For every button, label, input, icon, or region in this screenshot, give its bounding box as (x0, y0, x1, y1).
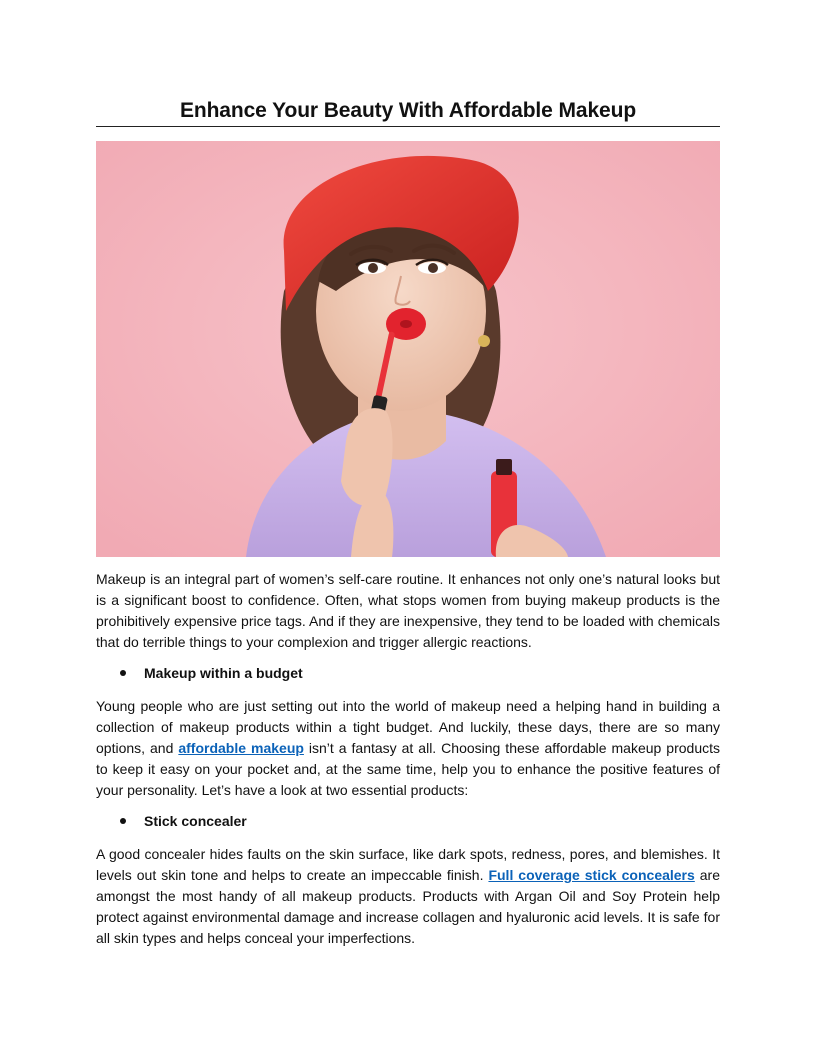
bullet-list-concealer (96, 811, 720, 832)
bullet-dot-icon (120, 670, 126, 676)
paragraph-text: Young people who are just setting out into the world of makeup need a helping hand in building a collection of makeup products within a tight budget. And luckily, these days, there are so many options, and (96, 698, 720, 756)
bullet-label: Makeup within a budget (144, 665, 303, 681)
paragraph-text: are amongst the most handy of all makeup products. Products with Argan Oil and Soy Protein help protect against environmental damage and increase collagen and hyaluronic acid levels. It is safe for all skin types and helps conceal your imperfections. (96, 867, 721, 946)
document-body (96, 569, 720, 949)
link-full-coverage-stick-concealers[interactable]: Full coverage stick concealers (488, 867, 695, 883)
bullet-item-stick-concealer (96, 811, 720, 832)
paragraph-text: isn’t a fantasy at all. Choosing these affordable makeup products to keep it easy on your pocket and, at the same time, help you to enhance the positive features of your personality. Let’s have a look at two essential products: (96, 740, 720, 798)
bullet-label: Stick concealer (144, 813, 247, 829)
paragraph-text: Makeup is an integral part of women’s self-care routine. It enhances not only one’s natural looks but is a significant boost to confidence. Often, what stops women from buying makeup products is the prohibitively expensive price tags. And if they are inexpensive, they tend to be loaded with chemicals that do terrible things to your complexion and trigger allergic reactions. (96, 571, 720, 650)
link-affordable-makeup[interactable]: affordable makeup (178, 740, 304, 756)
paragraph-concealer (96, 844, 720, 949)
bullet-list-budget (96, 663, 720, 684)
paragraph-intro (96, 569, 720, 653)
hero-photo-woman-applying-lipstick (96, 141, 720, 557)
document-title: Enhance Your Beauty With Affordable Makeup (96, 96, 720, 127)
document-page (96, 96, 720, 949)
bullet-item-makeup-within-budget (96, 663, 720, 684)
bullet-dot-icon (120, 818, 126, 824)
earring (478, 335, 490, 347)
paragraph-text: A good concealer hides faults on the skin surface, like dark spots, redness, pores, and blemishes. It levels out skin tone and helps to create an impeccable finish. (96, 846, 720, 883)
paragraph-budget (96, 696, 720, 801)
